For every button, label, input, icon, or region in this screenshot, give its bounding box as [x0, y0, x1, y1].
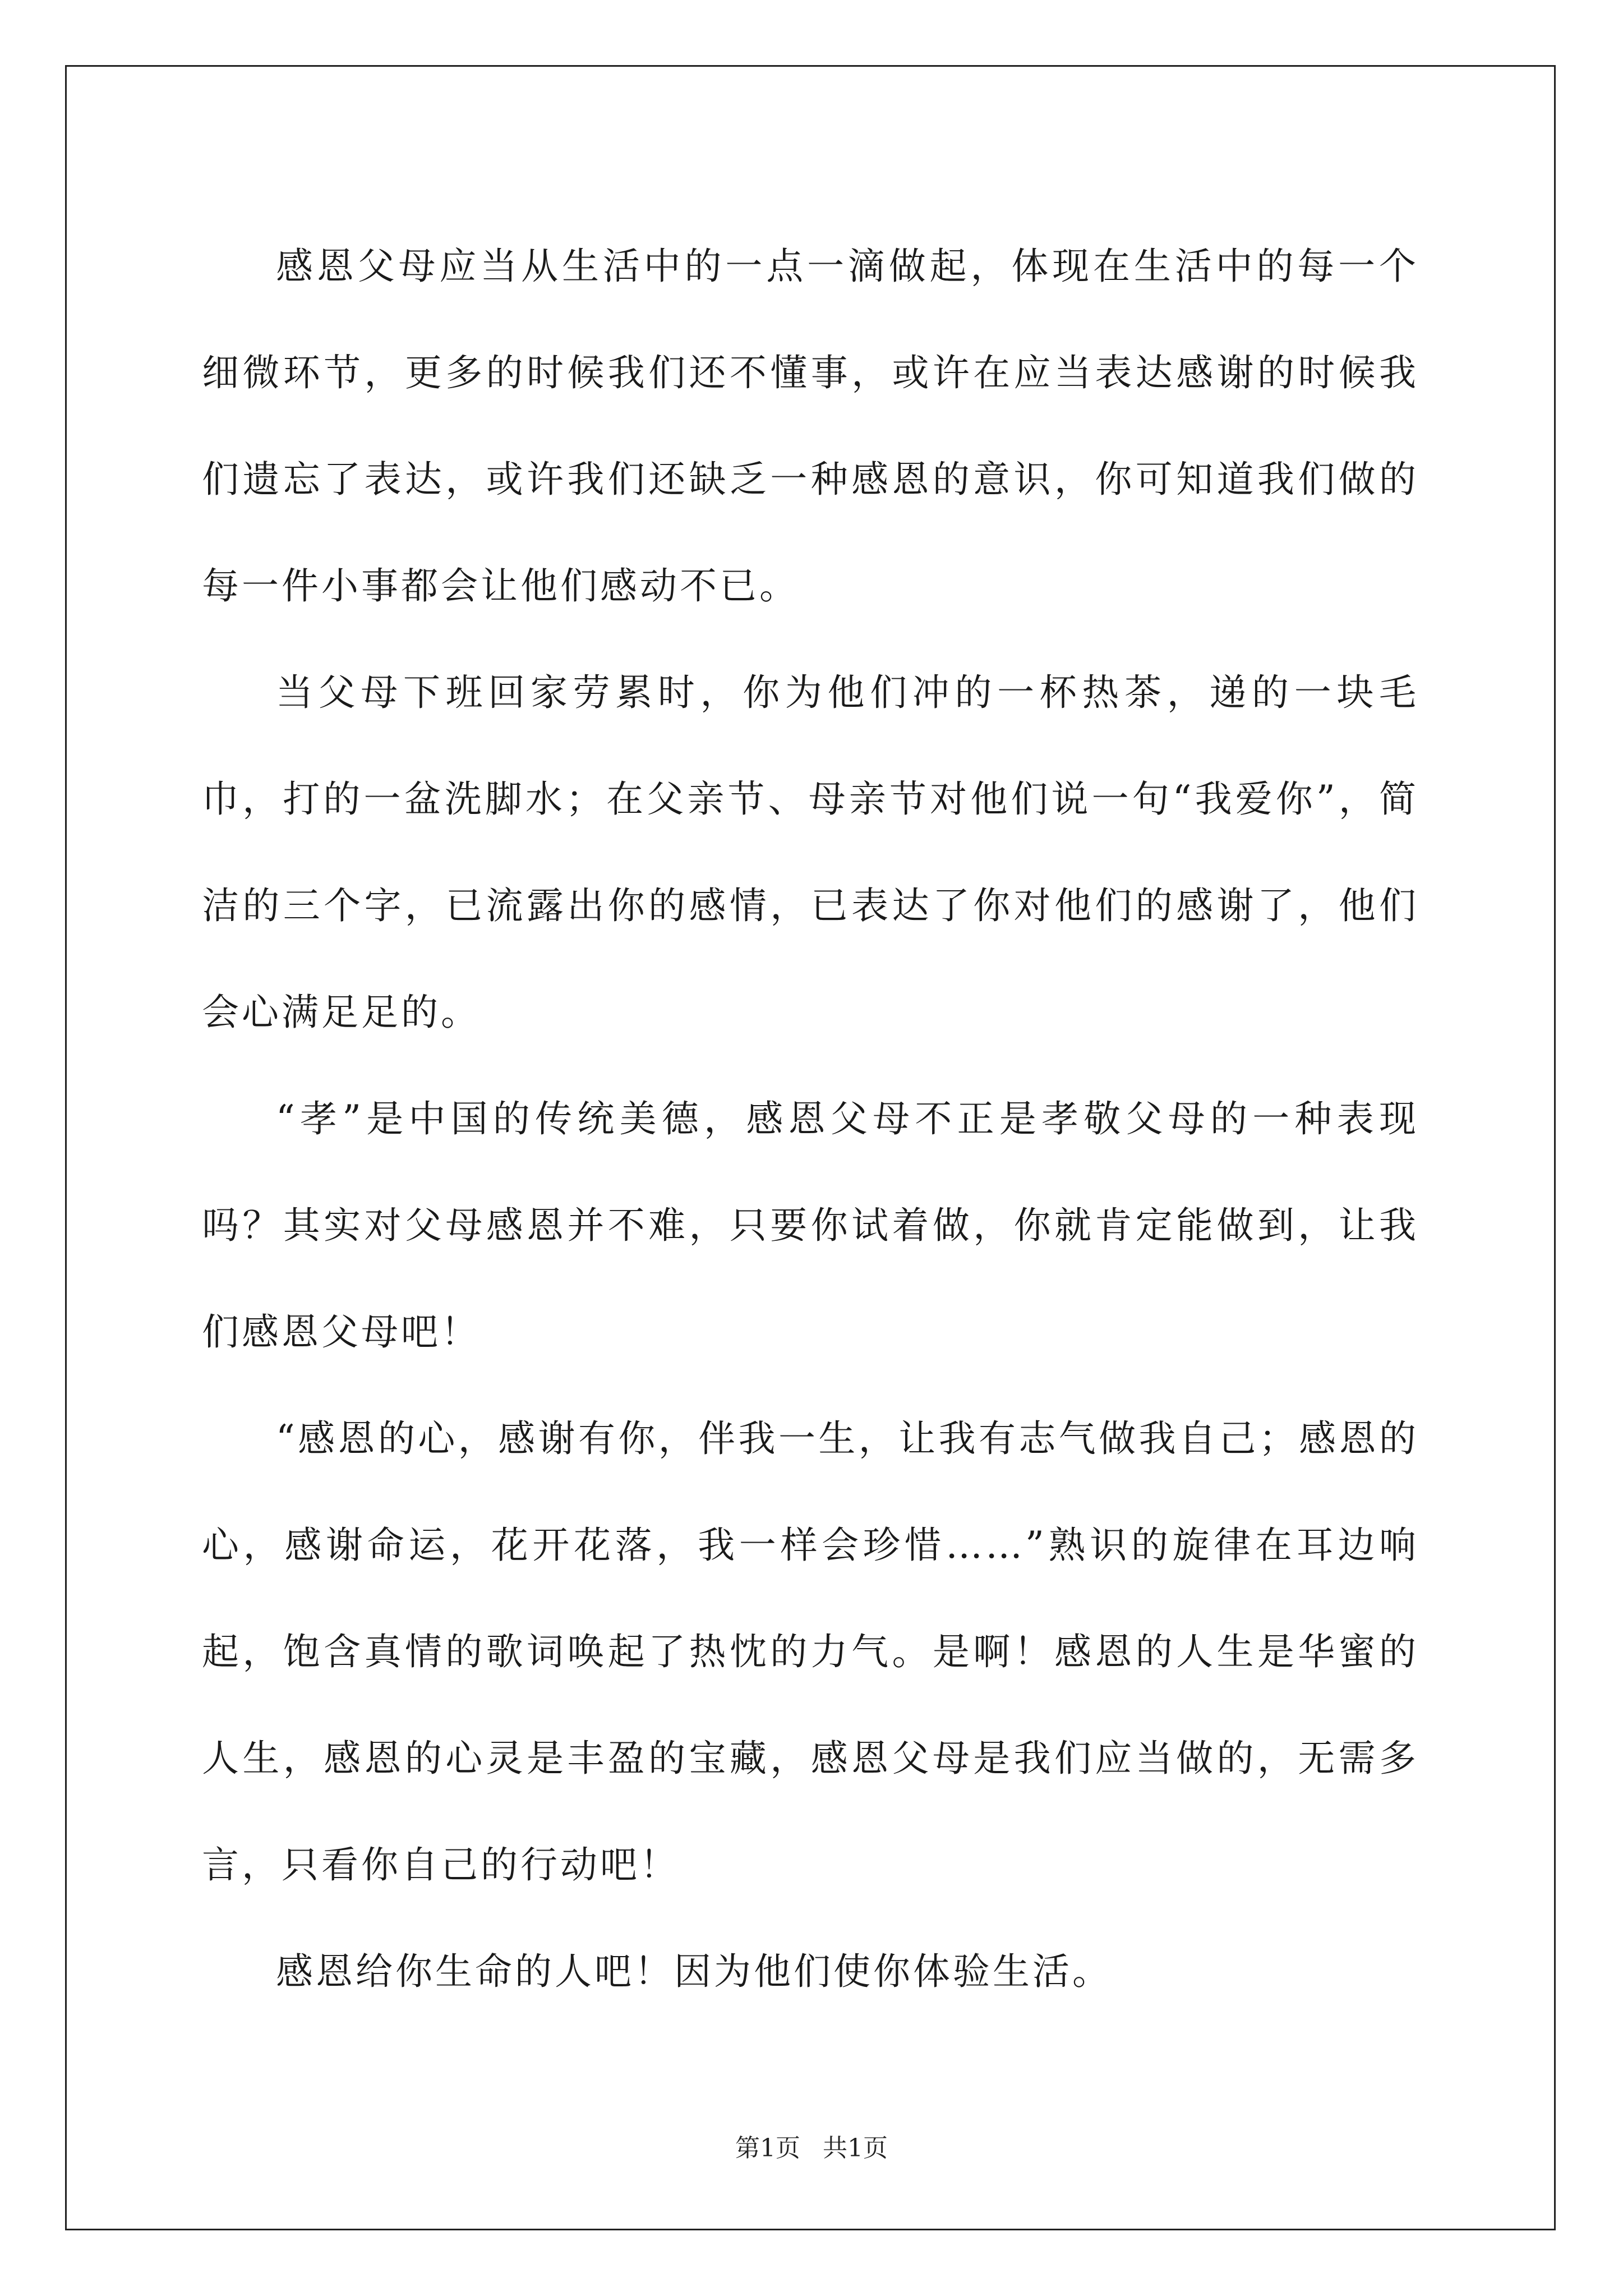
page-number: 第1页	[735, 2134, 800, 2162]
paragraph-5: 感恩给你生命的人吧！因为他们使你体验生活。	[276, 1950, 1112, 1993]
page-total: 共1页	[823, 2134, 888, 2162]
paragraph-2: 当父母下班回家劳累时，你为他们冲的一杯热茶，递的一块毛巾，打的一盆洗脚水；在父亲节、母亲节对他们说一句“我爱你”，简洁的三个字，已流露出你的感情，已表达了你对他们的感谢了，他们会心满足足的。	[202, 671, 1419, 1034]
page-footer	[0, 2132, 1623, 2165]
paragraph-3: “孝”是中国的传统美德，感恩父母不正是孝敬父母的一种表现吗？其实对父母感恩并不难，只要你试着做，你就肯定能做到，让我们感恩父母吧！	[202, 1097, 1419, 1354]
document-body	[202, 213, 1419, 2025]
paragraph-1: 感恩父母应当从生活中的一点一滴做起，体现在生活中的每一个细微环节，更多的时候我们还不懂事，或许在应当表达感谢的时候我们遗忘了表达，或许我们还缺乏一种感恩的意识，你可知道我们做的每一件小事都会让他们感动不已。	[202, 245, 1419, 608]
paragraph-4: “感恩的心，感谢有你，伴我一生，让我有志气做我自己；感恩的心，感谢命运，花开花落，我一样会珍惜……”熟识的旋律在耳边响起，饱含真情的歌词唤起了热忱的力气。是啊！感恩的人生是华蜜的人生，感恩的心灵是丰盈的宝藏，感恩父母是我们应当做的，无需多言，只看你自己的行动吧！	[202, 1417, 1419, 1887]
